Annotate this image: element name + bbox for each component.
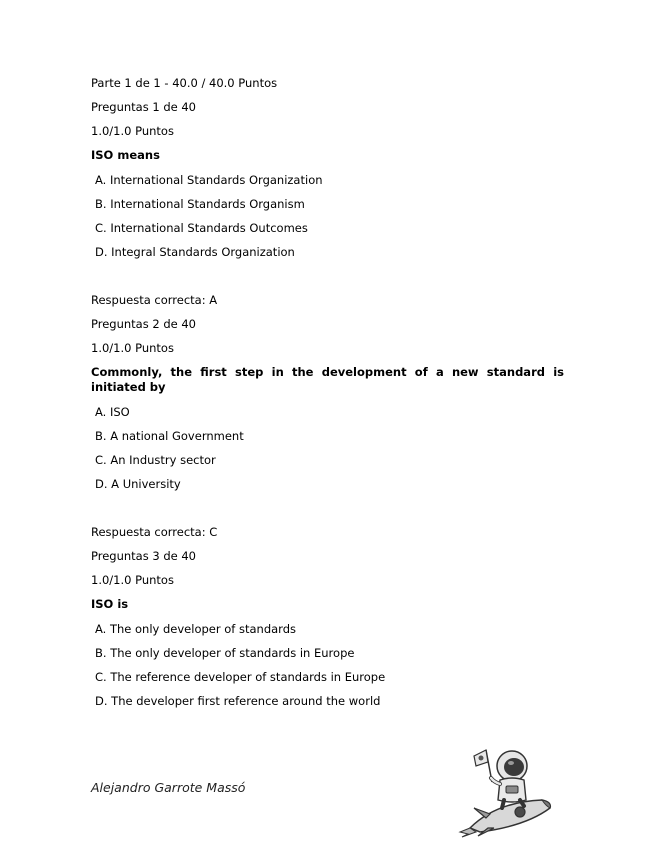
option-b: B. A national Government bbox=[95, 429, 244, 443]
correct-answer: Respuesta correcta: C bbox=[91, 525, 218, 539]
option-d: D. The developer first reference around the world bbox=[95, 694, 381, 708]
option-b: B. International Standards Organism bbox=[95, 197, 305, 211]
question-text: ISO is bbox=[91, 597, 129, 611]
option-c: C. An Industry sector bbox=[95, 453, 216, 467]
option-a: A. ISO bbox=[95, 405, 130, 419]
question-number: Preguntas 3 de 40 bbox=[91, 549, 196, 563]
option-a: A. The only developer of standards bbox=[95, 622, 296, 636]
astronaut-rocket-icon bbox=[456, 742, 556, 838]
option-d: D. Integral Standards Organization bbox=[95, 245, 295, 259]
question-number: Preguntas 1 de 40 bbox=[91, 100, 196, 114]
question-score: 1.0/1.0 Puntos bbox=[91, 341, 174, 355]
document-body bbox=[91, 76, 564, 718]
option-a: A. International Standards Organization bbox=[95, 173, 323, 187]
option-b: B. The only developer of standards in Europe bbox=[95, 646, 355, 660]
question-block-1 bbox=[91, 100, 564, 307]
author-signature: Alejandro Garrote Massó bbox=[91, 780, 246, 795]
question-block-2 bbox=[91, 317, 564, 539]
correct-answer: Respuesta correcta: A bbox=[91, 293, 218, 307]
option-c: C. International Standards Outcomes bbox=[95, 221, 308, 235]
part-header: Parte 1 de 1 - 40.0 / 40.0 Puntos bbox=[91, 76, 278, 90]
question-number: Preguntas 2 de 40 bbox=[91, 317, 196, 331]
option-d: D. A University bbox=[95, 477, 181, 491]
question-text: Commonly, the first step in the development of a new standard is initiated by bbox=[91, 365, 564, 394]
option-c: C. The reference developer of standards in Europe bbox=[95, 670, 386, 684]
question-block-3 bbox=[91, 549, 564, 708]
question-score: 1.0/1.0 Puntos bbox=[91, 124, 174, 138]
question-text: ISO means bbox=[91, 148, 160, 162]
question-score: 1.0/1.0 Puntos bbox=[91, 573, 174, 587]
